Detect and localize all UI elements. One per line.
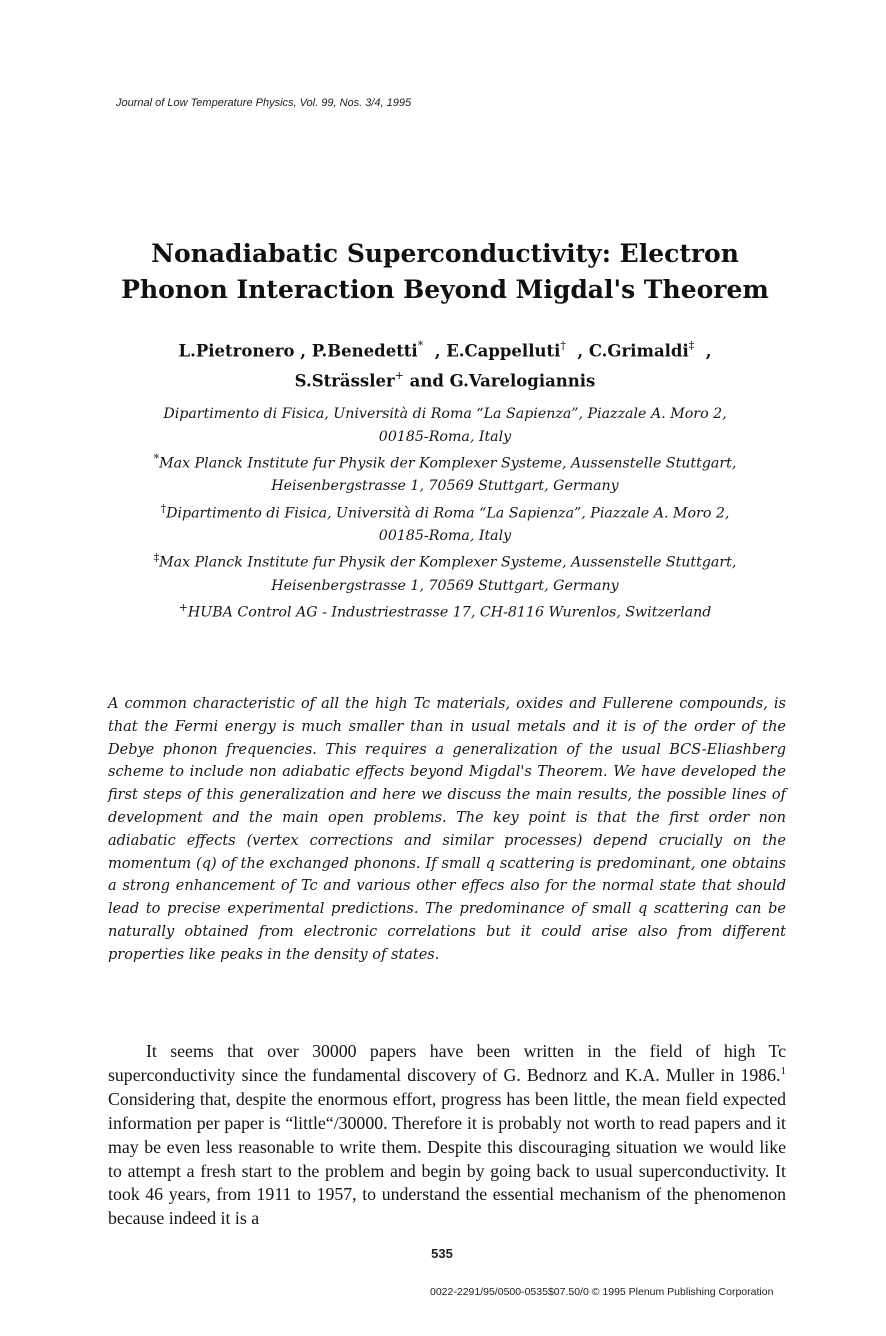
author-separator: , — [705, 341, 712, 361]
journal-header: Journal of Low Temperature Physics, Vol. 99, Nos. 3/4, 1995 — [116, 97, 412, 109]
affiliation-mark: + — [394, 368, 404, 382]
affiliation-mark: † — [560, 339, 566, 352]
reference-marker: 1 — [780, 1064, 786, 1077]
page-number: 535 — [431, 1246, 453, 1261]
body-paragraph — [108, 1040, 786, 1231]
affiliation-mark: † — [160, 501, 167, 515]
affiliation-text: Max Planck Institute fur Physik der Komplexer Systeme, Aussenstelle Stuttgart, — [159, 455, 737, 472]
affiliation-text: Heisenbergstrasse 1, 70569 Stuttgart, Germany — [271, 577, 619, 594]
affiliation-mark: ‡ — [688, 339, 695, 352]
author-pietronero: L.Pietronero , — [178, 341, 307, 361]
affiliation-mark: * — [417, 339, 424, 352]
body-text: It seems that over 30000 papers have been written in the field of high Tc superconductivity since the fundamental discovery of G. Bednorz and K.A. Muller in 1986. — [108, 1041, 786, 1085]
affiliation-mark: ‡ — [153, 551, 160, 565]
body-text: Considering that, despite the enormous effort, progress has been little, the mean field expected information per paper is “little“/30000. Therefore it is probably not worth to read papers and it may be even less reasonable to write them. Despite this discouraging situation we would like to attempt a fresh start to the problem and begin by going back to usual superconductivity. It took 46 years, from 1911 to 1957, to understand the essential mechanism of the phenomenon because indeed it is a — [108, 1088, 786, 1229]
affiliation-1-line-2 — [60, 426, 830, 449]
affiliation-text: Dipartimento di Fisica, Università di Roma “La Sapienza”, Piazzale A. Moro 2, — [163, 406, 727, 422]
affiliation-mark: * — [153, 452, 160, 465]
author-varelogiannis: G.Varelogiannis — [449, 371, 596, 390]
author-strassler: S.Strässler — [294, 371, 395, 390]
title-line-1: Nonadiabatic Superconductivity: Electron — [151, 239, 739, 268]
author-benedetti: P.Benedetti — [311, 341, 418, 361]
copyright-line: 0022-2291/95/0500-0535$07.50/0 © 1995 Plenum Publishing Corporation — [430, 1286, 774, 1298]
affiliation-text: 00185-Roma, Italy — [378, 428, 512, 445]
author-line-1 — [60, 334, 830, 364]
author-list — [60, 334, 830, 393]
affiliation-mark: + — [178, 601, 188, 615]
author-grimaldi: C.Grimaldi — [588, 341, 689, 361]
affiliation-text: Max Planck Institute fur Physik der Komplexer Systeme, Aussenstelle Stuttgart, — [159, 555, 737, 572]
author-cappelluti: E.Cappelluti — [446, 341, 561, 361]
author-and: and — [409, 371, 444, 390]
paper-title — [60, 236, 830, 308]
affiliation-5-line-1 — [60, 597, 830, 624]
title-line-2: Phonon Interaction Beyond Migdal's Theorem — [121, 275, 769, 304]
affiliation-text: HUBA Control AG - Industriestrasse 17, CH-8116 Wurenlos, Switzerland — [187, 604, 712, 621]
author-separator: , — [577, 341, 584, 361]
affiliation-text: Dipartimento di Fisica, Università di Roma “La Sapienza”, Piazzale A. Moro 2, — [166, 505, 730, 522]
affiliation-text: 00185-Roma, Italy — [378, 527, 512, 544]
author-separator: , — [434, 341, 441, 361]
affiliation-4-line-1 — [60, 547, 830, 574]
affiliation-3-line-2 — [60, 525, 830, 548]
affiliation-4-line-2 — [60, 575, 830, 598]
abstract: A common characteristic of all the high Tc materials, oxides and Fullerene compounds, is that the Fermi energy is much smaller than in usual metals and it is of the order of the Debye phonon frequencies. This requires a generalization of the usual BCS-Eliashberg scheme to include non adiabatic effects beyond Migdal's Theorem. We have developed the first steps of this generalization and here we discuss the main results, the possible lines of development and the main open problems. The key point is that the first order non adiabatic effects (vertex corrections and similar processes) depend crucially on the momentum (q) of the exchanged phonons. If small q scattering is predominant, one obtains a strong enhancement of Tc and various other effecs also for the normal state that should lead to precise experimental predictions. The predominance of small q scattering can be naturally obtained from electronic correlations but it could arise also from different properties like peaks in the density of states. — [108, 696, 786, 963]
affiliation-2-line-2 — [60, 475, 830, 498]
affiliation-text: Heisenbergstrasse 1, 70569 Stuttgart, Germany — [271, 478, 619, 495]
affiliation-1-line-1 — [60, 403, 830, 426]
author-line-2 — [60, 364, 830, 394]
affiliation-3-line-1 — [60, 498, 830, 525]
affiliation-2-line-1 — [60, 448, 830, 475]
affiliations — [60, 403, 830, 624]
